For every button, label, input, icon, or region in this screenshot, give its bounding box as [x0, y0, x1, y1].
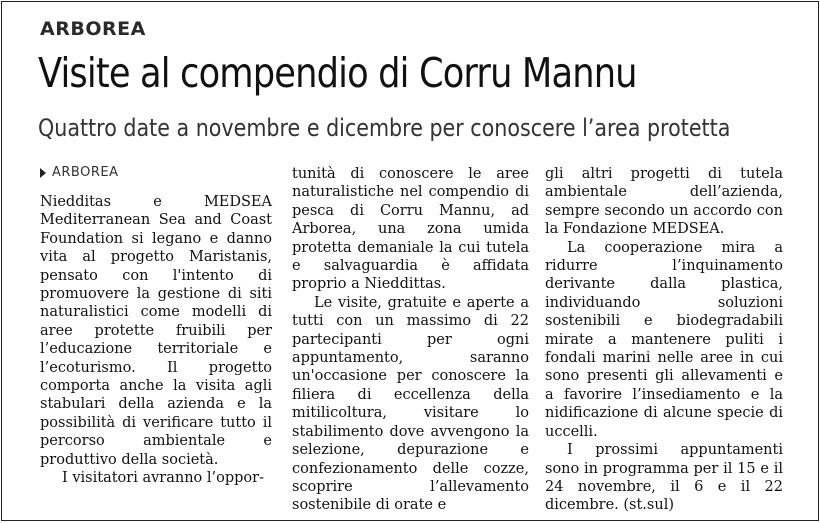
paragraph: I prossimi appuntamenti sono in programma per il 15 e il 24 novembre, il 6 e il 22 dicembre. (st.sul)	[545, 442, 783, 514]
triangle-bullet-icon	[40, 168, 46, 178]
paragraph: tunità di conoscere le aree naturalistiche nel compendio di pesca di Corru Mannu, ad Arborea, una zona umida protetta demaniale la cui tutela e salvaguardia è affidata proprio a Nieddittas.	[292, 166, 529, 293]
paragraph: Le visite, gratuite e aperte a tutti con un massimo di 22 partecipanti per ogni appuntamento, saranno un'occasione per conoscere la filiera di eccellenza della mitilicoltura, visitare lo stabilimento dove avvengono la selezione, depurazione e confezionamento delle cozze, scoprire l’allevamento sostenibile di orate e	[292, 294, 529, 514]
article-column-2	[292, 165, 529, 515]
paragraph: La cooperazione mira a ridurre l’inquinamento derivante dalla plastica, individuando soluzioni sostenibili e biodegradabili mirate a mantenere puliti i fondali marini nelle aree in cui sono presenti gli allevamenti e a favorire l’insediamento e la nidificazione di alcune specie di uccelli.	[545, 239, 783, 440]
newspaper-clipping	[1, 1, 819, 521]
section-kicker: ARBOREA	[40, 18, 146, 40]
byline	[40, 165, 272, 181]
paragraph: I visitatori avranno l’oppor-	[62, 470, 264, 487]
paragraph: Niedditas e MEDSEA Mediterranean Sea and Coast Foundation si legano e danno vita al progetto Maristanis, pensato con l'intento di promuovere la gestione di siti naturalistici come modelli di aree protette fruibili per l’educazione territoriale e l’ecoturismo. Il progetto comporta anche la visita agli stabulari della azienda e la possibilità di verificare tutto il percorso ambientale e produttivo della società.	[40, 194, 272, 468]
headline: Visite al compendio di Corru Mannu	[38, 49, 637, 97]
article-column-3	[545, 165, 783, 515]
byline-location: ARBOREA	[52, 164, 119, 180]
article-column-1	[40, 165, 272, 488]
subheadline: Quattro date a novembre e dicembre per conoscere l’area protetta	[38, 114, 731, 142]
paragraph: gli altri progetti di tutela ambientale dell’azienda, sempre secondo un accordo con la Fondazione MEDSEA.	[545, 166, 783, 238]
